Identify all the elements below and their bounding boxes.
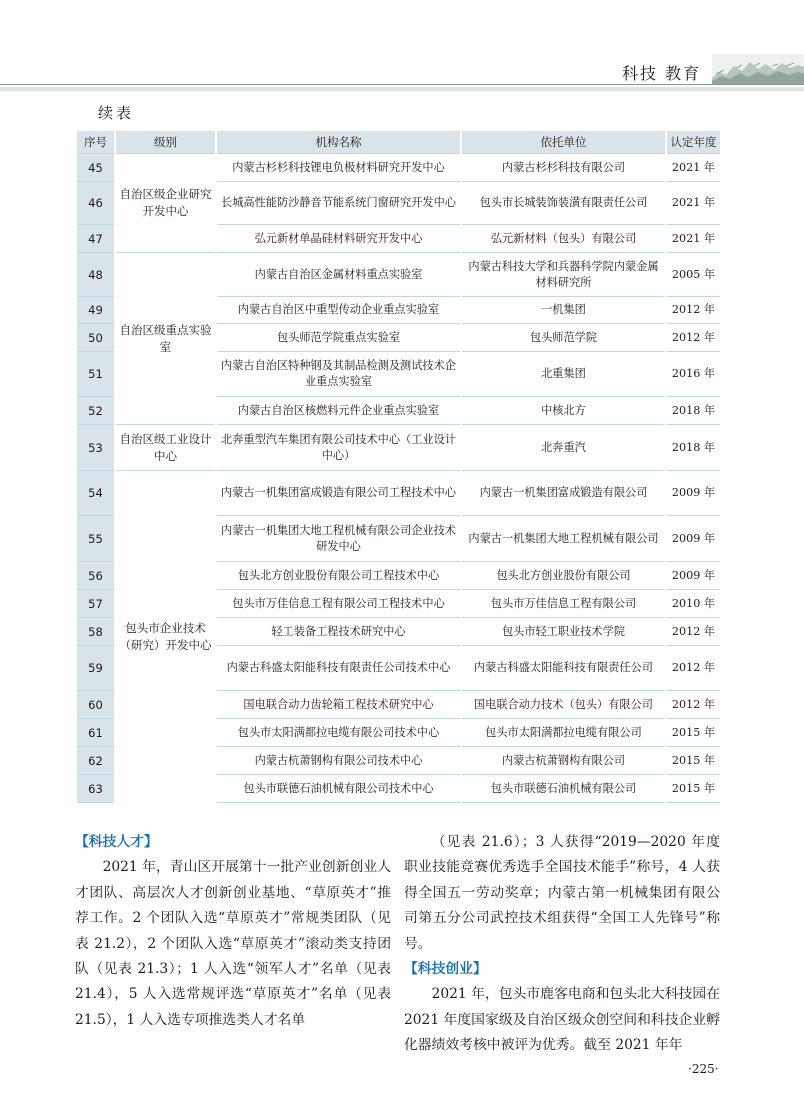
- row-no: 57: [76, 590, 115, 618]
- header-band: [0, 87, 804, 91]
- row-no: 53: [76, 425, 115, 471]
- year: 2018 年: [666, 397, 721, 425]
- year: 2012 年: [666, 297, 721, 324]
- host-org: 包头北方创业股份有限公司: [461, 562, 666, 590]
- host-org: 内蒙古一机集团大地工程机械有限公司: [461, 516, 666, 562]
- host-org: 内蒙古科技大学和兵器科学院内蒙金属材料研究所: [461, 253, 666, 297]
- table-header-row: [76, 131, 721, 154]
- institution-name: 内蒙古自治区核燃料元件企业重点实验室: [216, 397, 461, 425]
- header-org: 依托单位: [461, 131, 666, 154]
- header-year: 认定年度: [666, 131, 721, 154]
- host-org: 国电联合动力技术（包头）有限公司: [461, 691, 666, 719]
- year: 2021 年: [666, 182, 721, 225]
- level-cell: 自治区级企业研究开发中心: [115, 154, 216, 253]
- host-org: 包头市长城装饰装潢有限责任公司: [461, 182, 666, 225]
- year: 2015 年: [666, 747, 721, 775]
- header-no: 序号: [76, 131, 115, 154]
- level-cell: 自治区级重点实验室: [115, 253, 216, 425]
- year: 2015 年: [666, 719, 721, 747]
- level-cell: 包头市企业技术（研究）开发中心: [115, 471, 216, 803]
- year: 2009 年: [666, 562, 721, 590]
- host-org: 包头师范学院: [461, 324, 666, 352]
- year: 2018 年: [666, 425, 721, 471]
- row-no: 51: [76, 352, 115, 397]
- host-org: 包头市轻工职业技术学院: [461, 618, 666, 646]
- institution-name: 内蒙古一机集团富成锻造有限公司工程技术中心: [216, 471, 461, 516]
- row-no: 48: [76, 253, 115, 297]
- section-title: 科技 教育: [622, 64, 702, 83]
- host-org: 一机集团: [461, 297, 666, 324]
- page-number: ·225·: [688, 1062, 719, 1076]
- year: 2012 年: [666, 646, 721, 691]
- year: 2012 年: [666, 618, 721, 646]
- year: 2010 年: [666, 590, 721, 618]
- row-no: 56: [76, 562, 115, 590]
- institution-name: 内蒙古自治区中重型传动企业重点实验室: [216, 297, 461, 324]
- table-row: [76, 253, 721, 297]
- host-org: 北重集团: [461, 352, 666, 397]
- year: 2012 年: [666, 691, 721, 719]
- institution-name: 内蒙古自治区特种钢及其制品检测及测试技术企业重点实验室: [216, 352, 461, 397]
- host-org: 内蒙古杉杉科技有限公司: [461, 154, 666, 182]
- institution-name: 包头师范学院重点实验室: [216, 324, 461, 352]
- institution-name: 包头市联德石油机械有限公司技术中心: [216, 775, 461, 803]
- host-org: 北奔重汽: [461, 425, 666, 471]
- host-org: 内蒙古一机集团富成锻造有限公司: [461, 471, 666, 516]
- paragraph-text: 2021 年，包头市鹿客电商和包头北大科技园在 2021 年度国家级及自治区级众创空间和科技企业孵化器绩效考核中被评为优秀。截至 2021 年年: [404, 986, 720, 1054]
- institution-name: 内蒙古科盛太阳能科技有限责任公司技术中心: [216, 646, 461, 691]
- year: 2009 年: [666, 471, 721, 516]
- host-org: 弘元新材料（包头）有限公司: [461, 225, 666, 253]
- row-no: 61: [76, 719, 115, 747]
- row-no: 54: [76, 471, 115, 516]
- institution-name: 包头北方创业股份有限公司工程技术中心: [216, 562, 461, 590]
- institution-name: 北奔重型汽车集团有限公司技术中心（工业设计中心）: [216, 425, 461, 471]
- institution-name: 内蒙古杭萧钢构有限公司技术中心: [216, 747, 461, 775]
- section-heading: 【科技人才】: [75, 834, 158, 850]
- institution-name: 内蒙古杉杉科技锂电负极材料研究开发中心: [216, 154, 461, 182]
- institution-name: 包头市太阳满都拉电缆有限公司技术中心: [216, 719, 461, 747]
- row-no: 47: [76, 225, 115, 253]
- institution-table: [75, 131, 722, 803]
- paragraph-text: 2021 年，青山区开展第十一批产业创新创业人才团队、高层次人才创新创业基地、“草原英才”推荐工作。2 个团队入选“草原英才”常规类团队（见表 21.2），2 个团队入选“草原英才”滚动类支持团队（见表 21.3）；1 人入选“领军人才”名单（见表 21.4），5 人入选常规评选“草原英才”名单（见表 21.5），1 人入选专项推选类人才名单: [75, 859, 391, 1028]
- institution-name: 轻工装备工程技术研究中心: [216, 618, 461, 646]
- institution-name: 包头市万佳信息工程有限公司工程技术中心: [216, 590, 461, 618]
- host-org: 包头市联德石油机械有限公司: [461, 775, 666, 803]
- institution-name: 国电联合动力齿轮箱工程技术研究中心: [216, 691, 461, 719]
- institution-name: 内蒙古自治区金属材料重点实验室: [216, 253, 461, 297]
- row-no: 63: [76, 775, 115, 803]
- year: 2015 年: [666, 775, 721, 803]
- right-column: [404, 830, 720, 1059]
- table-row: [76, 425, 721, 471]
- row-no: 46: [76, 182, 115, 225]
- row-no: 52: [76, 397, 115, 425]
- row-no: 55: [76, 516, 115, 562]
- institution-name: 内蒙古一机集团大地工程机械有限公司企业技术研发中心: [216, 516, 461, 562]
- table-row: [76, 471, 721, 516]
- row-no: 58: [76, 618, 115, 646]
- year: 2012 年: [666, 324, 721, 352]
- host-org: 包头市万佳信息工程有限公司: [461, 590, 666, 618]
- row-no: 60: [76, 691, 115, 719]
- host-org: 包头市太阳满都拉电缆有限公司: [461, 719, 666, 747]
- year: 2021 年: [666, 225, 721, 253]
- row-no: 62: [76, 747, 115, 775]
- row-no: 59: [76, 646, 115, 691]
- continued-label: 续表: [98, 104, 135, 122]
- year: 2021 年: [666, 154, 721, 182]
- year: 2016 年: [666, 352, 721, 397]
- left-column: [75, 830, 391, 1033]
- mountain-decoration-icon: [712, 54, 804, 84]
- year: 2009 年: [666, 516, 721, 562]
- row-no: 50: [76, 324, 115, 352]
- level-cell: 自治区级工业设计中心: [115, 425, 216, 471]
- paragraph-continuation: （见表 21.6）；3 人获得“2019—2020 年度职业技能竞赛优秀选手全国技术能手”称号，4 人获得全国五一劳动奖章；内蒙古第一机械集团有限公司第五分公司武控技术组获得“全国工人先锋号”称号。: [404, 834, 720, 952]
- header-rule: [0, 84, 804, 85]
- section-heading: 【科技创业】: [404, 961, 487, 978]
- year: 2005 年: [666, 253, 721, 297]
- host-org: 内蒙古科盛太阳能科技有限责任公司: [461, 646, 666, 691]
- header-level: 级别: [115, 131, 216, 154]
- institution-name: 长城高性能防沙静音节能系统门窗研究开发中心: [216, 182, 461, 225]
- row-no: 45: [76, 154, 115, 182]
- header-name: 机构名称: [216, 131, 461, 154]
- host-org: 中核北方: [461, 397, 666, 425]
- host-org: 内蒙古杭萧钢构有限公司: [461, 747, 666, 775]
- row-no: 49: [76, 297, 115, 324]
- institution-name: 弘元新材单晶硅材料研究开发中心: [216, 225, 461, 253]
- table-row: [76, 154, 721, 182]
